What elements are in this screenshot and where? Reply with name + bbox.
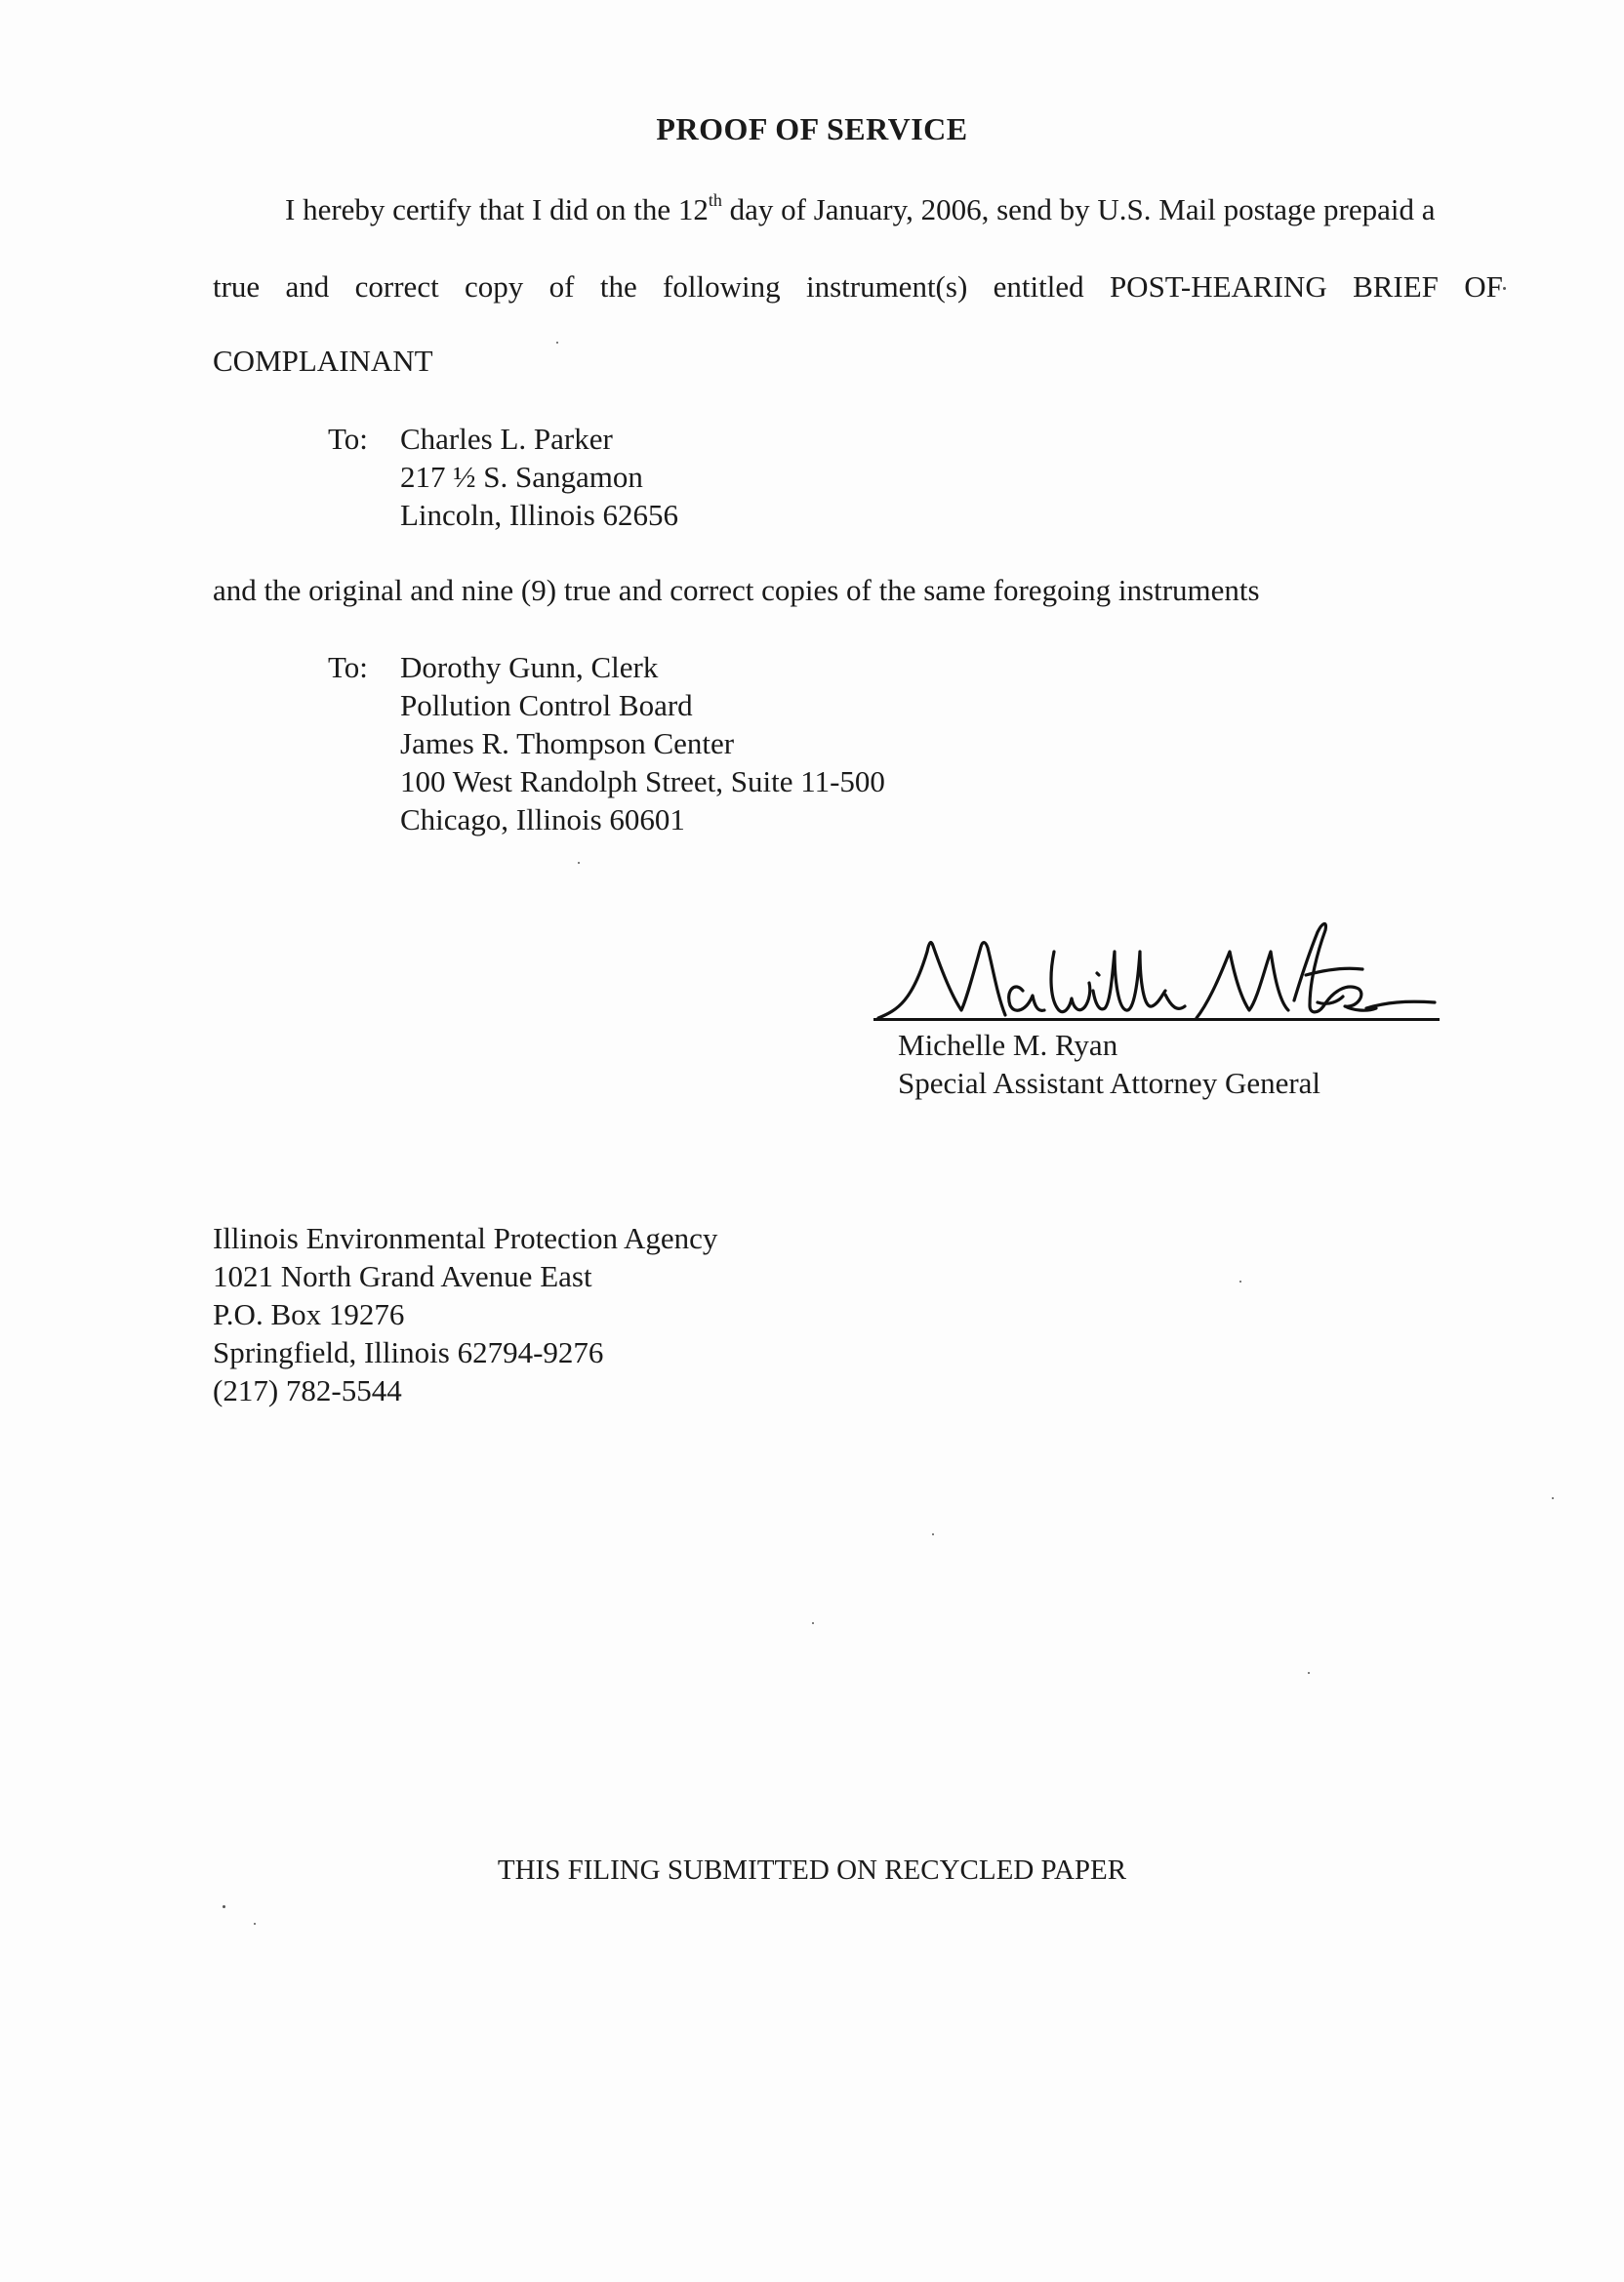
recipient-2-address [400,648,885,838]
scan-speck [1503,287,1506,290]
scan-speck [578,862,580,864]
recipient-1-block [328,420,368,458]
certify-line-2-word: correct [354,269,439,304]
agency-line: Springfield, Illinois 62794-9276 [213,1335,604,1369]
recipient-2-to-label: To: [328,650,368,684]
certify-line-2-word: entitled [993,269,1084,304]
certify-line-2-word: the [599,269,637,304]
document-title: PROOF OF SERVICE [656,111,968,146]
scan-speck [1308,1672,1310,1674]
agency-line: P.O. Box 19276 [213,1297,405,1331]
certify-line-1 [285,189,1436,227]
agency-address [213,1219,717,1409]
recipient-2-line: Dorothy Gunn, Clerk [400,650,659,684]
certify-line-1-rest: day of January, 2006, send by U.S. Mail postage prepaid a [721,192,1436,226]
signature-line [873,1018,1440,1021]
recipient-1-to-label: To: [328,422,368,456]
recipient-2-line: 100 West Randolph Street, Suite 11-500 [400,764,885,798]
certify-line-2-word: of [548,269,575,304]
agency-line: Illinois Environmental Protection Agency [213,1221,718,1255]
certify-ordinal-suffix: th [708,189,722,210]
recipient-1-address [400,420,678,534]
recipient-1-line: 217 ½ S. Sangamon [400,460,643,494]
scan-speck [1552,1497,1554,1499]
certify-line-2-word: copy [465,269,524,304]
recycled-paper-footer: THIS FILING SUBMITTED ON RECYCLED PAPER [497,1854,1127,1886]
certify-line-2-word: OF [1464,269,1503,304]
recipient-2-line: James R. Thompson Center [400,726,735,760]
signer-role: Special Assistant Attorney General [898,1066,1321,1100]
agency-line: 1021 North Grand Avenue East [213,1259,592,1293]
and-original-line: and the original and nine (9) true and correct copies of the same foregoing instruments [213,573,1260,607]
certify-line-2-word: instrument(s) [805,269,968,304]
scan-speck [556,342,558,344]
handwritten-signature [859,913,1444,1030]
scan-speck [223,1905,225,1908]
scan-speck [812,1622,814,1624]
certify-line-2-word: BRIEF [1353,269,1439,304]
certify-line-1-text: I hereby certify that I did on the 12 [285,192,709,226]
recipient-1-line: Lincoln, Illinois 62656 [400,498,679,532]
signer-name: Michelle M. Ryan [898,1028,1118,1062]
certify-line-2-word: following [663,269,781,304]
recipient-2-line: Pollution Control Board [400,688,693,722]
recipient-2-line: Chicago, Illinois 60601 [400,802,685,836]
certify-line-2-word: true [213,269,261,304]
certify-line-2 [213,269,1503,305]
certify-line-2-word: and [285,269,330,304]
scan-speck [1239,1281,1241,1283]
signer-block [898,1026,1320,1102]
agency-line: (217) 782-5544 [213,1373,402,1407]
scan-speck [932,1533,934,1535]
certify-line-2-word: POST-HEARING [1109,269,1327,304]
scan-speck [254,1923,256,1925]
certify-line-3: COMPLAINANT [213,344,433,378]
recipient-1-line: Charles L. Parker [400,422,613,456]
recipient-2-block [328,648,368,686]
